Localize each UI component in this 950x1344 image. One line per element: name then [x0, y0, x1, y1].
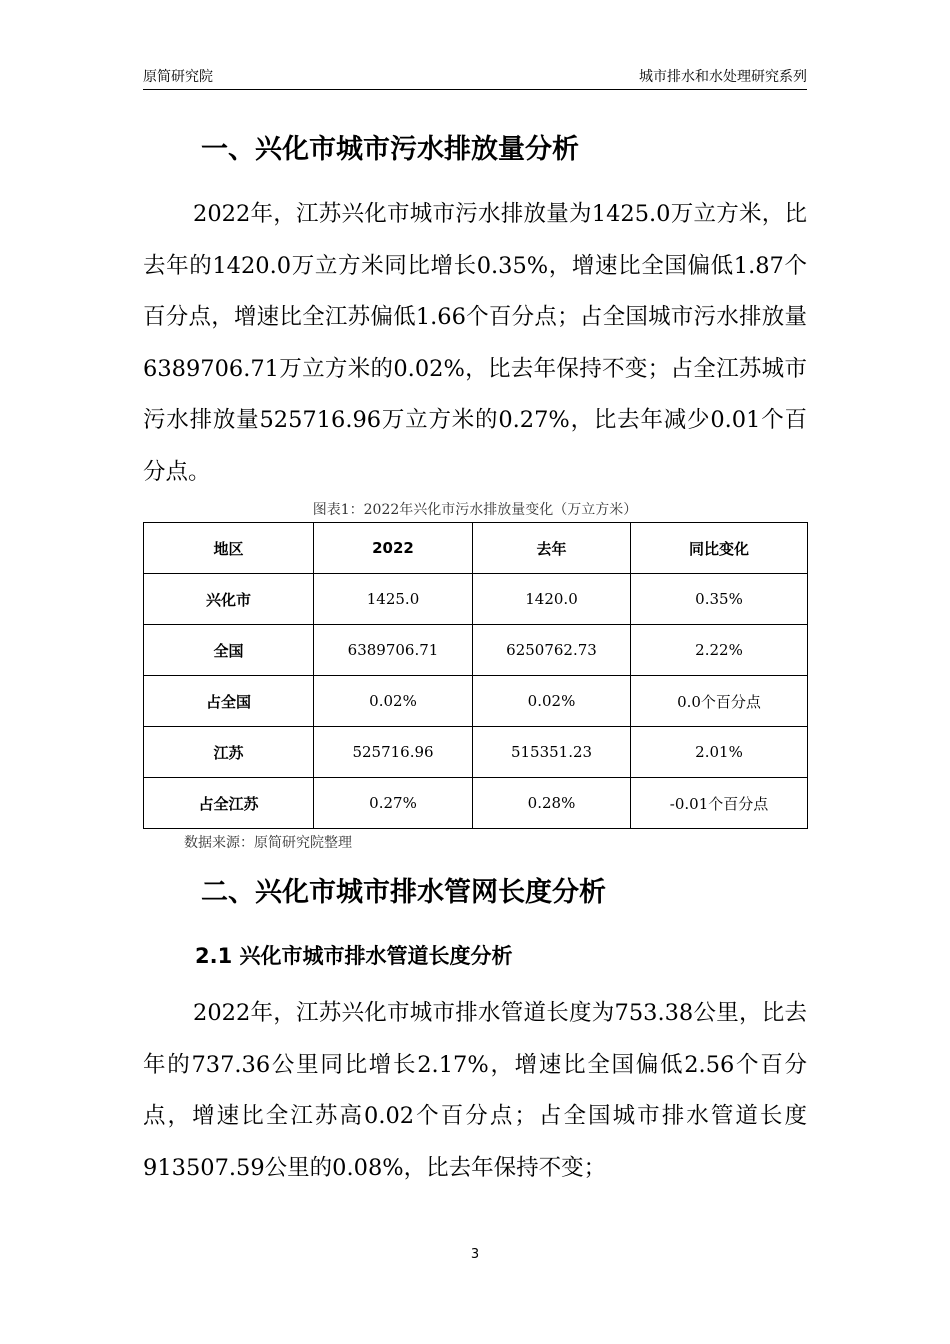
table-cell: 6389706.71 — [314, 625, 473, 676]
table-header-row — [144, 523, 808, 574]
table-row — [144, 778, 808, 829]
table-cell: 525716.96 — [314, 727, 473, 778]
table-row-label: 占全国 — [144, 676, 314, 727]
table-cell: 0.35% — [631, 574, 808, 625]
section1-paragraph: 2022年，江苏兴化市城市污水排放量为1425.0万立方米，比去年的1420.0万立方米同比增长0.35%，增速比全国偏低1.87个百分点，增速比全江苏偏低1.66个百分点；占全国城市污水排放量6389706.71万立方米的0.02%，比去年保持不变；占全江苏城市污水排放量525716.96万立方米的0.27%，比去年减少0.01个百分点。 — [143, 201, 807, 485]
emission-table — [143, 522, 808, 829]
section2-title: 二、兴化市城市排水管网长度分析 — [201, 877, 606, 908]
table-row-label: 全国 — [144, 625, 314, 676]
page-header — [143, 68, 807, 90]
header-org-name: 原简研究院 — [143, 69, 213, 85]
table-header-cell: 2022 — [314, 523, 473, 574]
page-number: 3 — [470, 1247, 480, 1262]
table-row-label: 占全江苏 — [144, 778, 314, 829]
table-cell: 0.0个百分点 — [631, 676, 808, 727]
table-cell: 0.28% — [473, 778, 631, 829]
table-cell: 0.02% — [473, 676, 631, 727]
table-cell: 1420.0 — [473, 574, 631, 625]
table-row-label: 江苏 — [144, 727, 314, 778]
table-cell: -0.01个百分点 — [631, 778, 808, 829]
table-header-cell: 同比变化 — [631, 523, 808, 574]
table-header-cell: 地区 — [144, 523, 314, 574]
header-divider — [143, 89, 807, 90]
table-header-cell: 去年 — [473, 523, 631, 574]
section2-paragraph: 2022年，江苏兴化市城市排水管道长度为753.38公里，比去年的737.36公里同比增长2.17%，增速比全国偏低2.56个百分点，增速比全江苏高0.02个百分点；占全国城市排水管道长度913507.59公里的0.08%，比去年保持不变； — [143, 1000, 807, 1181]
table-row — [144, 574, 808, 625]
table-cell: 2.01% — [631, 727, 808, 778]
table-caption: 图表1：2022年兴化市污水排放量变化（万立方米） — [312, 502, 638, 518]
table-cell: 0.27% — [314, 778, 473, 829]
table-row — [144, 625, 808, 676]
section1-title: 一、兴化市城市污水排放量分析 — [201, 134, 579, 165]
table-source-note: 数据来源：原简研究院整理 — [184, 835, 352, 851]
table-cell: 1425.0 — [314, 574, 473, 625]
table-cell: 515351.23 — [473, 727, 631, 778]
table-row — [144, 676, 808, 727]
table-cell: 0.02% — [314, 676, 473, 727]
header-series-name: 城市排水和水处理研究系列 — [639, 69, 807, 85]
table-row-label: 兴化市 — [144, 574, 314, 625]
table-row — [144, 727, 808, 778]
table-cell: 2.22% — [631, 625, 808, 676]
table-cell: 6250762.73 — [473, 625, 631, 676]
subsection-title: 2.1 兴化市城市排水管道长度分析 — [195, 944, 513, 968]
